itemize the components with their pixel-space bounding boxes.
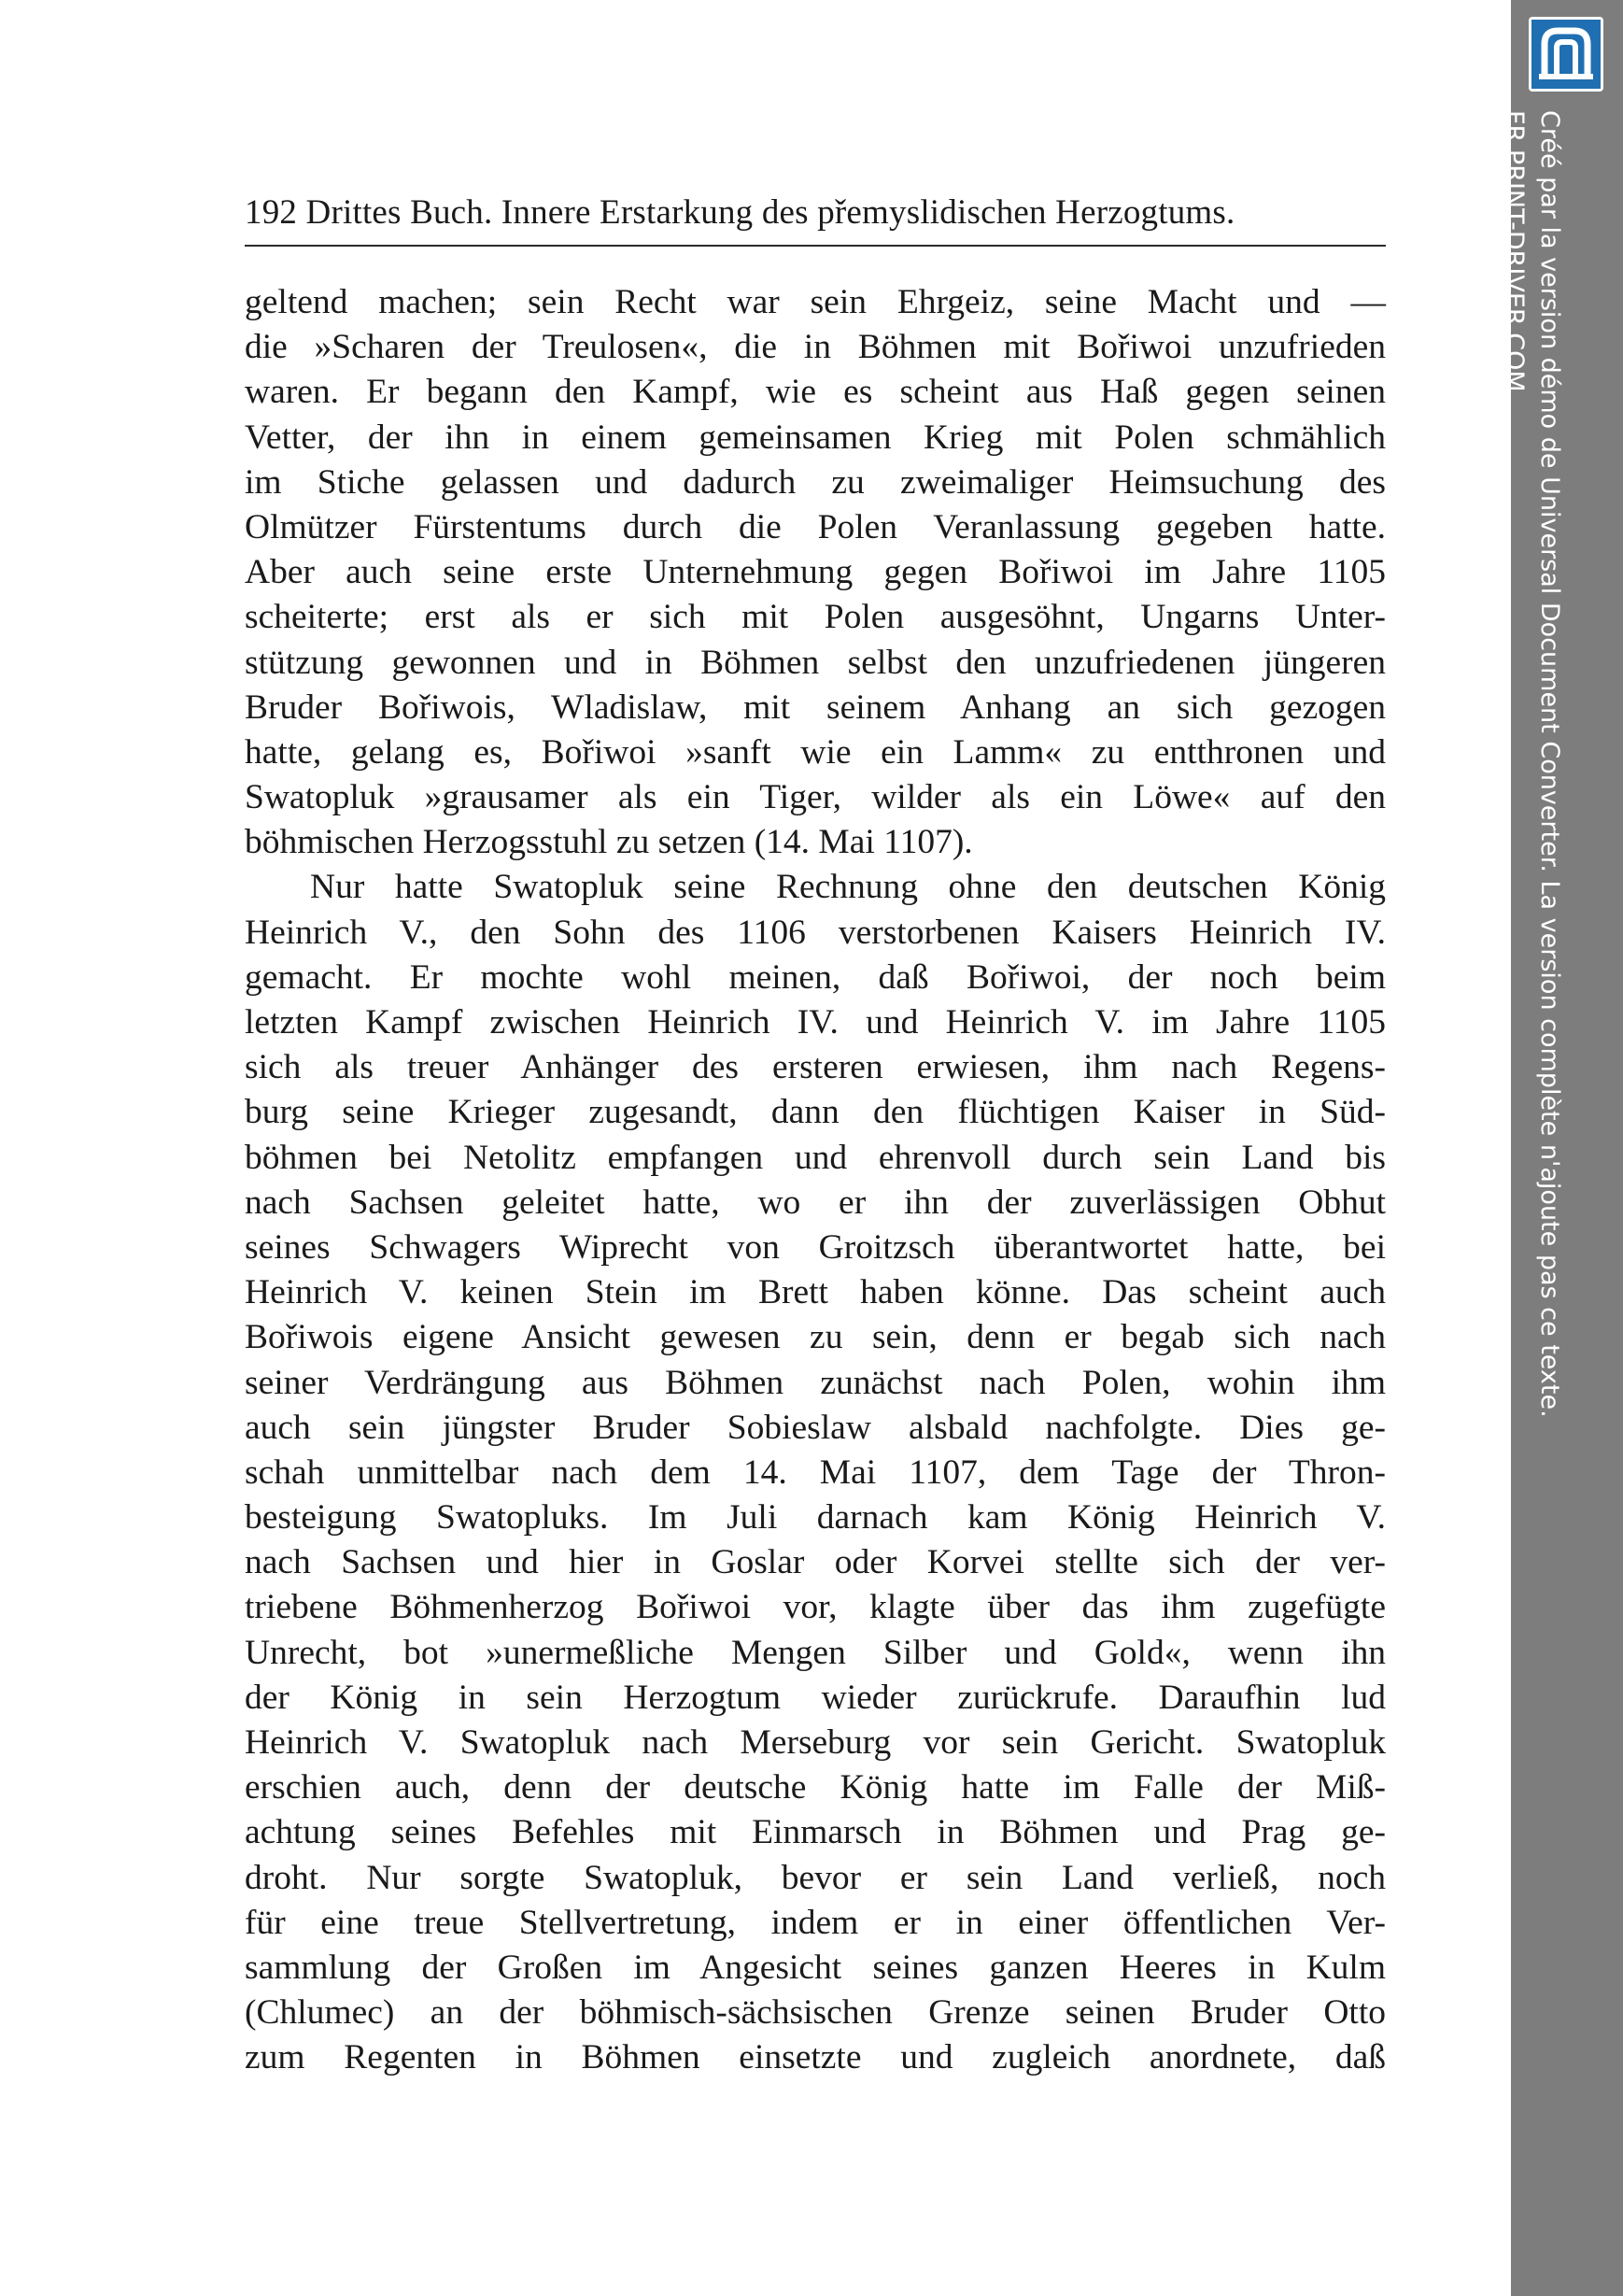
text-line: seiner Verdrängung aus Böhmen zunächst nach Polen, wohin ihm bbox=[245, 1363, 1386, 1402]
text-line: Heinrich V. Swatopluk nach Merseburg vor sein Gericht. Swatopluk bbox=[245, 1723, 1386, 1762]
text-line: sich als treuer Anhänger des ersteren erwiesen, ihm nach Regens- bbox=[245, 1048, 1386, 1087]
text-line: Unrecht, bot »unermeßliche Mengen Silber und Gold«, wenn ihn bbox=[245, 1633, 1386, 1672]
text-line: Bořiwois eigene Ansicht gewesen zu sein, denn er begab sich nach bbox=[245, 1318, 1386, 1357]
text-line: schah unmittelbar nach dem 14. Mai 1107, dem Tage der Thron- bbox=[245, 1453, 1386, 1492]
text-line: triebene Böhmenherzog Bořiwoi vor, klagte über das ihm zugefügte bbox=[245, 1588, 1386, 1627]
text-line: für eine treue Stellvertretung, indem er in einer öffentlichen Ver- bbox=[245, 1903, 1386, 1942]
text-line: (Chlumec) an der böhmisch-sächsischen Grenze seinen Bruder Otto bbox=[245, 1993, 1386, 2033]
logo-graphic bbox=[1531, 20, 1601, 89]
text-line: Olmützer Fürstentums durch die Polen Veranlassung gegeben hatte. bbox=[245, 507, 1386, 546]
universal-document-converter-logo-icon bbox=[1529, 17, 1603, 92]
text-line: stützung gewonnen und in Böhmen selbst den unzufriedenen jüngeren bbox=[245, 643, 1386, 682]
text-line: böhmen bei Netolitz empfangen und ehrenvoll durch sein Land bis bbox=[245, 1138, 1386, 1177]
text-line: besteigung Swatopluks. Im Juli darnach kam König Heinrich V. bbox=[245, 1498, 1386, 1538]
watermark-line-demo-notice: Créé par la version démo de Universal Document Converter. La version complète n'ajoute pas ce texte. bbox=[1535, 110, 1564, 1418]
text-line: erschien auch, denn der deutsche König hatte im Falle der Miß- bbox=[245, 1768, 1386, 1807]
text-line: sammlung der Großen im Angesicht seines ganzen Heeres in Kulm bbox=[245, 1948, 1386, 1987]
running-head: 192 Drittes Buch. Innere Erstarkung des přemyslidischen Herzogtums. bbox=[245, 193, 1235, 232]
text-line: Swatopluk »grausamer als ein Tiger, wilder als ein Löwe« auf den bbox=[245, 778, 1386, 817]
text-line: der König in sein Herzogtum wieder zurückrufe. Daraufhin lud bbox=[245, 1678, 1386, 1717]
text-line: gemacht. Er mochte wohl meinen, daß Bořiwoi, der noch beim bbox=[245, 957, 1386, 997]
text-line: böhmischen Herzogsstuhl zu setzen (14. Mai 1107). bbox=[245, 823, 973, 862]
text-line: Nur hatte Swatopluk seine Rechnung ohne den deutschen König bbox=[310, 868, 1386, 907]
text-line: Heinrich V. keinen Stein im Brett haben könne. Das scheint auch bbox=[245, 1273, 1386, 1312]
text-line: waren. Er begann den Kampf, wie es scheint aus Haß gegen seinen bbox=[245, 373, 1386, 412]
text-line: im Stiche gelassen und dadurch zu zweimaliger Heimsuchung des bbox=[245, 462, 1386, 502]
body-text bbox=[245, 280, 1386, 2081]
watermark-line-site: FR.PRINT-DRIVER.COM bbox=[1500, 110, 1529, 392]
text-line: auch sein jüngster Bruder Sobieslaw alsbald nachfolgte. Dies ge- bbox=[245, 1408, 1386, 1447]
text-line: scheiterte; erst als er sich mit Polen ausgesöhnt, Ungarns Unter- bbox=[245, 598, 1386, 637]
text-line: nach Sachsen und hier in Goslar oder Korvei stellte sich der ver- bbox=[245, 1543, 1386, 1582]
text-line: hatte, gelang es, Bořiwoi »sanft wie ein Lamm« zu entthronen und bbox=[245, 732, 1386, 772]
text-line: Aber auch seine erste Unternehmung gegen Bořiwoi im Jahre 1105 bbox=[245, 553, 1386, 592]
text-line: nach Sachsen geleitet hatte, wo er ihn der zuverlässigen Obhut bbox=[245, 1183, 1386, 1222]
text-line: seines Schwagers Wiprecht von Groitzsch überantwortet hatte, bei bbox=[245, 1227, 1386, 1267]
text-line: droht. Nur sorgte Swatopluk, bevor er sein Land verließ, noch bbox=[245, 1858, 1386, 1897]
demo-watermark-sidebar bbox=[1500, 0, 1623, 2296]
text-line: burg seine Krieger zugesandt, dann den flüchtigen Kaiser in Süd- bbox=[245, 1093, 1386, 1132]
text-line: achtung seines Befehles mit Einmarsch in Böhmen und Prag ge- bbox=[245, 1813, 1386, 1852]
text-line: Heinrich V., den Sohn des 1106 verstorbenen Kaisers Heinrich IV. bbox=[245, 913, 1386, 952]
text-line: Bruder Bořiwois, Wladislaw, mit seinem Anhang an sich gezogen bbox=[245, 687, 1386, 727]
text-line: zum Regenten in Böhmen einsetzte und zugleich anordnete, daß bbox=[245, 2038, 1386, 2077]
text-line: letzten Kampf zwischen Heinrich IV. und Heinrich V. im Jahre 1105 bbox=[245, 1003, 1386, 1042]
text-line: Vetter, der ihn in einem gemeinsamen Krieg mit Polen schmählich bbox=[245, 418, 1386, 457]
text-line: geltend machen; sein Recht war sein Ehrgeiz, seine Macht und — bbox=[245, 283, 1386, 321]
header-rule bbox=[245, 245, 1386, 247]
text-line: die »Scharen der Treulosen«, die in Böhmen mit Bořiwoi unzufrieden bbox=[245, 328, 1386, 367]
